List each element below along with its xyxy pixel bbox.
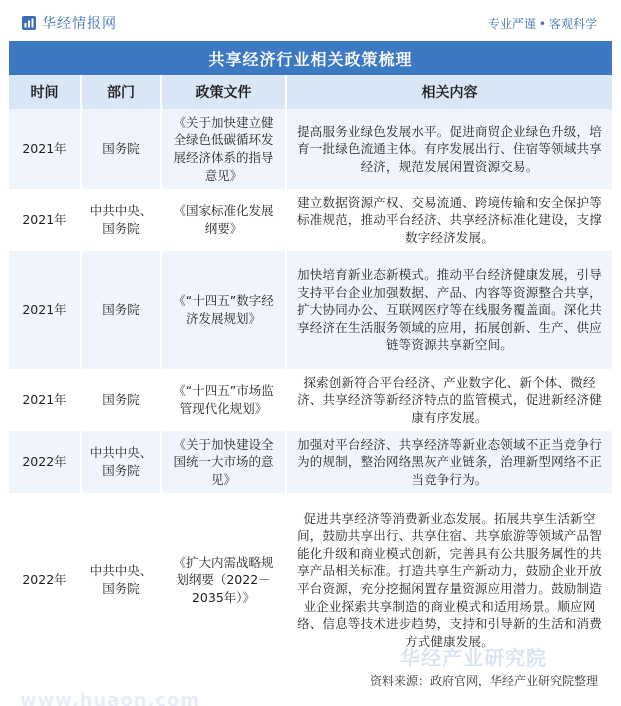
cell-time: 2021年 <box>9 369 81 431</box>
cell-dept: 中共中央、国务院 <box>81 493 161 667</box>
cell-dept: 国务院 <box>81 109 161 189</box>
table-row <box>9 251 612 369</box>
cell-time: 2021年 <box>9 109 81 189</box>
table-row <box>9 189 612 251</box>
slogan-left: 专业严谨 <box>487 17 536 31</box>
cell-content: 建立数据资源产权、交易流通、跨境传输和安全保护等标准规范，推动平台经济、共享经济标准化建设，支撑数字经济发展。 <box>286 189 612 251</box>
table-row <box>9 431 612 493</box>
table-row <box>9 369 612 431</box>
cell-doc: 《扩大内需战略规划纲要（2022－2035年）》 <box>161 493 286 667</box>
cell-dept: 国务院 <box>81 369 161 431</box>
cell-content: 促进共享经济等消费新业态发展。拓展共享生活新空间，鼓励共享出行、共享住宿、共享旅游等领域产品智能化升级和商业模式创新，完善具有公共服务属性的共享产品相关标准。打造共享生产新动力，鼓励企业开放平台资源，充分挖掘闲置存量资源应用潜力。鼓励制造业企业探索共享制造的商业模式和适用场景。顺应网络、信息等技术进步趋势，支持和引导新的生活和消费方式健康发展。 <box>286 493 612 667</box>
cell-content: 加强对平台经济、共享经济等新业态领域不正当竞争行为的规制，整治网络黑灰产业链条，治理新型网络不正当竞争行为。 <box>286 431 612 493</box>
cell-dept: 国务院 <box>81 251 161 369</box>
table-title: 共享经济行业相关政策梳理 <box>9 41 612 75</box>
cell-doc: 《关于加快建立健全绿色低碳循环发展经济体系的指导意见》 <box>161 109 286 189</box>
cell-dept: 中共中央、国务院 <box>81 189 161 251</box>
table-header-row <box>9 75 612 109</box>
dot-icon: • <box>538 17 546 31</box>
header-time: 时间 <box>9 75 81 109</box>
top-bar <box>0 0 621 38</box>
header-content: 相关内容 <box>286 75 612 109</box>
cell-content: 加快培育新业态新模式。推动平台经济健康发展，引导支持平台企业加强数据、产品、内容等资源整合共享，扩大协同办公、互联网医疗等在线服务覆盖面。深化共享经济在生活服务领域的应用，拓展创新、生产、供应链等资源共享新空间。 <box>286 251 612 369</box>
watermark-bottom: www.huaon.com <box>20 690 201 706</box>
cell-dept: 中共中央、国务院 <box>81 431 161 493</box>
brand-name: 华经情报网 <box>42 16 117 32</box>
huajing-logo-icon <box>22 16 36 30</box>
watermark: 华经产业研究院 <box>400 646 547 670</box>
cell-doc: 《国家标准化发展纲要》 <box>161 189 286 251</box>
cell-content: 探索创新符合平台经济、产业数字化、新个体、微经济、共享经济等新经济特点的监管模式，促进新经济健康有序发展。 <box>286 369 612 431</box>
slogan <box>488 15 597 32</box>
cell-doc: 《“十四五”市场监管现代化规划》 <box>161 369 286 431</box>
header-dept: 部门 <box>81 75 161 109</box>
slogan-right: 客观科学 <box>548 17 597 31</box>
cell-content: 提高服务业绿色发展水平。促进商贸企业绿色升级，培育一批绿色流通主体。有序发展出行、住宿等领域共享经济，规范发展闲置资源交易。 <box>286 109 612 189</box>
table-row <box>9 109 612 189</box>
source-note: 资料来源：政府官网，华经产业研究院整理 <box>369 674 598 688</box>
table-row <box>9 493 612 667</box>
policy-table-container <box>9 41 612 667</box>
cell-time: 2022年 <box>9 493 81 667</box>
cell-doc: 《关于加快建设全国统一大市场的意见》 <box>161 431 286 493</box>
policy-table <box>9 75 612 667</box>
cell-time: 2021年 <box>9 189 81 251</box>
cell-doc: 《“十四五”数字经济发展规划》 <box>161 251 286 369</box>
brand[interactable] <box>22 13 117 33</box>
cell-time: 2021年 <box>9 251 81 369</box>
header-doc: 政策文件 <box>161 75 286 109</box>
cell-time: 2022年 <box>9 431 81 493</box>
